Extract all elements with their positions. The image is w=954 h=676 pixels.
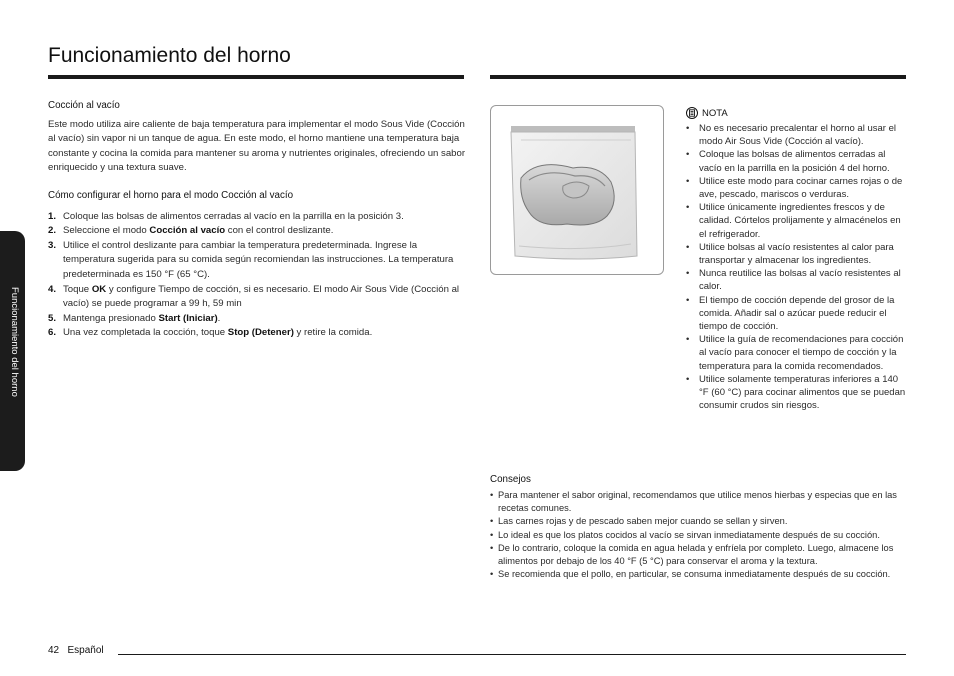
tips-section bbox=[490, 474, 910, 581]
step-text: Mantenga presionado bbox=[63, 312, 159, 324]
title-rule-right bbox=[490, 75, 906, 79]
page-number: 42 bbox=[48, 645, 60, 656]
step-number: 6. bbox=[48, 327, 57, 339]
title-rule-left bbox=[48, 75, 464, 79]
step-number: 2. bbox=[48, 225, 57, 237]
step-item bbox=[48, 210, 468, 225]
step-bold: Stop (Detener) bbox=[227, 327, 294, 339]
tips-heading: Consejos bbox=[490, 474, 531, 485]
note-item: • No es necesario precalentar el horno al usar el modo Air Sous Vide (Cocción al vacío). bbox=[686, 122, 908, 148]
footer bbox=[48, 645, 104, 656]
step-item bbox=[48, 239, 468, 283]
footer-rule bbox=[118, 654, 906, 655]
left-column bbox=[48, 99, 468, 341]
page-title: Funcionamiento del horno bbox=[48, 44, 291, 67]
step-bold: Start (Iniciar) bbox=[158, 312, 218, 324]
note-item: • El tiempo de cocción depende del grosor de la comida. Añadir sal o azúcar puede reducir el tiempo de cocción. bbox=[686, 294, 908, 334]
section-heading: Cocción al vacío bbox=[48, 100, 120, 111]
step-item bbox=[48, 224, 468, 239]
vacuum-bag-meat-illustration bbox=[490, 105, 664, 275]
tip-item: • Para mantener el sabor original, recomendamos que utilice menos hierbas y especias que en las recetas comunes. bbox=[490, 489, 910, 515]
note-item: • Utilice solamente temperaturas inferiores a 140 °F (60 °C) para cocinar alimentos que se puedan consumir crudos sin riesgos. bbox=[686, 373, 908, 413]
note-item: • Nunca reutilice las bolsas al vacío resistentes al calor. bbox=[686, 267, 908, 293]
step-number: 1. bbox=[48, 210, 57, 222]
note-item: • Utilice únicamente ingredientes frescos y de calidad. Córtelos prolijamente y almacénelos en el refrigerador. bbox=[686, 201, 908, 241]
step-text: Coloque las bolsas de alimentos cerradas al vacío en la parrilla en la posición 3. bbox=[63, 210, 404, 222]
note-item: • Utilice la guía de recomendaciones para cocción al vacío para conocer el tiempo de cocción y la temperatura para la comida recomendados. bbox=[686, 333, 908, 373]
tips-list bbox=[490, 489, 910, 581]
tip-item: • De lo contrario, coloque la comida en agua helada y enfríela por completo. Luego, almacene los alimentos por debajo de los 40 °F (5 °C) para conservar el aroma y la textura. bbox=[490, 542, 910, 568]
note-list bbox=[686, 122, 908, 412]
step-text: Toque bbox=[63, 283, 92, 295]
tip-item: • Lo ideal es que los platos cocidos al vacío se sirvan inmediatamente después de su cocción. bbox=[490, 529, 910, 542]
step-text: y retire la comida. bbox=[293, 327, 373, 339]
howto-heading: Cómo configurar el horno para el modo Cocción al vacío bbox=[48, 189, 294, 201]
step-item bbox=[48, 312, 468, 327]
step-bold: OK bbox=[91, 283, 107, 295]
step-item bbox=[48, 326, 468, 341]
tip-item: • Las carnes rojas y de pescado saben mejor cuando se sellan y sirven. bbox=[490, 515, 910, 528]
step-text: Seleccione el modo bbox=[63, 225, 150, 237]
step-text: con el control deslizante. bbox=[225, 225, 334, 237]
step-bold: Cocción al vacío bbox=[149, 225, 226, 237]
note-item: • Utilice este modo para cocinar carnes rojas o de ave, pescado, mariscos o verduras. bbox=[686, 175, 908, 201]
note-label: NOTA bbox=[702, 107, 728, 119]
note-box bbox=[686, 107, 908, 412]
step-number: 3. bbox=[48, 239, 57, 251]
footer-language: Español bbox=[67, 645, 104, 656]
step-number: 5. bbox=[48, 312, 57, 324]
step-text: Utilice el control deslizante para cambiar la temperatura predeterminada. Ingrese la temperatura sugerida para su comida según recomiendan las instrucciones. La temperatura predeterminada es 150 °F (65 °C). bbox=[63, 239, 454, 280]
step-text: Una vez completada la cocción, toque bbox=[63, 327, 228, 339]
note-item: • Coloque las bolsas de alimentos cerradas al vacío en la parrilla en la posición 4 del horno. bbox=[686, 148, 908, 174]
note-item: • Utilice bolsas al vacío resistentes al calor para transportar y almacenar los ingredientes. bbox=[686, 241, 908, 267]
step-item bbox=[48, 283, 468, 312]
step-text: y configure Tiempo de cocción, si es necesario. El modo Air Sous Vide (Cocción al vacío) se puede programar a 99 h, 59 min bbox=[63, 283, 460, 310]
side-tab bbox=[0, 231, 25, 471]
steps-list bbox=[48, 210, 468, 341]
tip-item: • Se recomienda que el pollo, en particular, se consuma inmediatamente después de su cocción. bbox=[490, 568, 910, 581]
step-number: 4. bbox=[48, 283, 57, 295]
intro-paragraph: Este modo utiliza aire caliente de baja temperatura para implementar el modo Sous Vide (Cocción al vacío) sin vapor ni un tanque de agua. En este modo, el horno mantiene una temperatura baja constante y cocina la comida para mantener su aroma y nutrientes originales, ofreciendo un sabor enriquecido y una textura suave. bbox=[48, 118, 466, 174]
step-text: . bbox=[217, 312, 221, 324]
side-tab-label: Funcionamiento del horno bbox=[9, 287, 20, 397]
note-icon bbox=[686, 107, 698, 119]
